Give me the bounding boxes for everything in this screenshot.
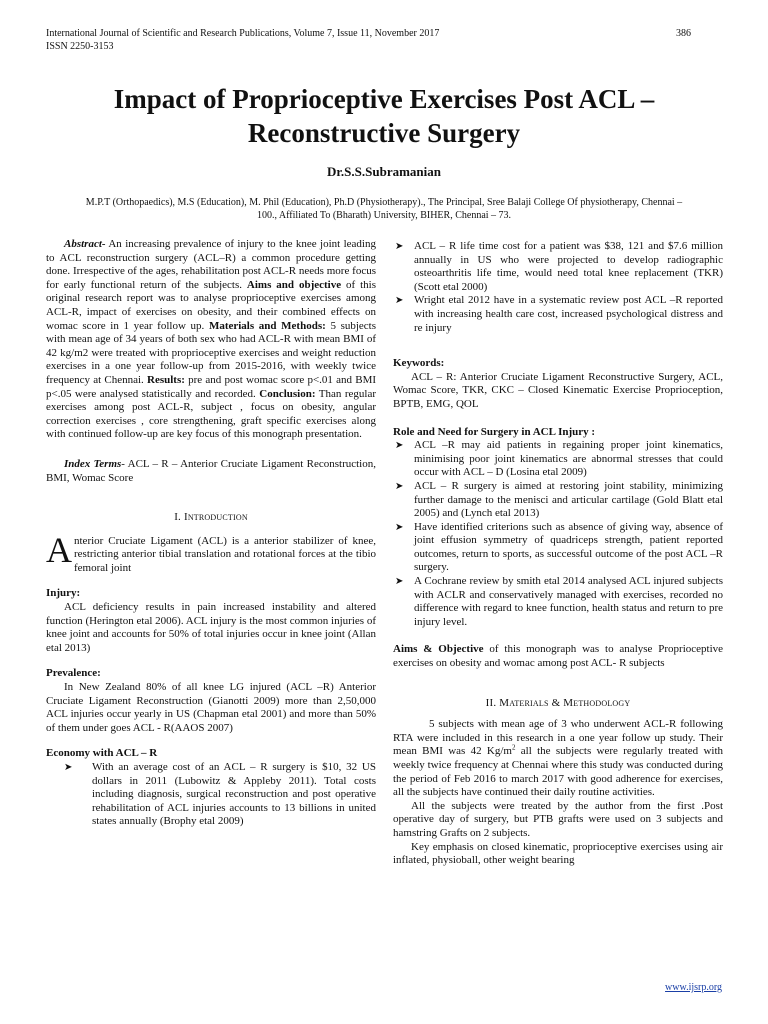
methods-paragraph-1	[393, 718, 723, 800]
aims-paragraph	[393, 643, 723, 670]
drop-cap: A	[46, 529, 72, 570]
index-terms-label: Index Terms	[64, 457, 122, 470]
author-name: Dr.S.S.Subramanian	[326, 164, 442, 179]
footer-link[interactable]: www.ijsrp.org	[665, 982, 722, 993]
list-item	[64, 761, 376, 829]
arrow-bullet-icon: ➤	[395, 576, 404, 588]
abstract-results-label: Results:	[147, 373, 185, 386]
keywords-heading: Keywords:	[393, 357, 445, 370]
section-heading-methodology	[393, 697, 723, 711]
economy-list	[46, 761, 376, 829]
prevalence-heading: Prevalence:	[46, 667, 101, 680]
list-item	[395, 240, 723, 294]
author-affiliation	[40, 196, 728, 222]
list-item	[395, 294, 723, 335]
intro-text: nterior Cruciate Ligament (ACL) is a anterior stabilizer of knee, restricting anterior tibial translation and rotational forces at the tibio femoral joint	[74, 534, 376, 574]
affiliation-line-2: 100., Affiliated To (Bharath) University, BIHER, Chennai – 73.	[256, 210, 512, 221]
section-title: Materials & Methodology	[499, 696, 631, 709]
list-item	[395, 479, 723, 521]
list-item	[395, 439, 723, 480]
section-numeral: II.	[485, 696, 497, 709]
arrow-bullet-icon: ➤	[395, 480, 404, 492]
section-title: Introduction	[183, 511, 248, 524]
left-column	[46, 238, 376, 829]
prevalence-text: In New Zealand 80% of all knee LG injured (ACL –R) Anterior Cruciate Ligament Reconstruction (Gianotti 2009) more than 2,50,000 ACL injuries occur yearly in US (Chapman etal 2001) and more than 50% of them under goes ACL - R(AAOS 2007)	[46, 681, 376, 734]
economy-list-continued	[393, 240, 723, 335]
paper-title	[46, 82, 722, 150]
arrow-bullet-icon: ➤	[395, 440, 404, 452]
abstract-text-5: Than regular exercises among post ACL-R, subject , focus on obesity, angular correction exercises , core strengthening, graft specific exercises along with continued follow-up are key focus of this monograph presentation.	[46, 387, 377, 441]
list-item-text: ACL – R surgery is aimed at restoring joint stability, minimizing further damage to the menisci and articular cartilage (Gold Blatt etal 2005) and (Lynch etal 2013)	[414, 479, 723, 520]
journal-name: International Journal of Scientific and Research Publications, Volume 7, Issue 11, November 2017	[46, 28, 440, 39]
list-item-text: ACL –R may aid patients in regaining proper joint kinematics, minimising poor joint kinematics are abnormal stresses that could occur with ACL – D (Losina etal 2009)	[414, 439, 723, 479]
section-numeral: I.	[174, 511, 182, 524]
right-column	[393, 240, 723, 868]
abstract	[46, 238, 376, 442]
methods-text-1b: all the subjects were regularly treated with weekly twice frequency at Chennai where this study was conducted during the period of Feb 2016 to march 2017 with good adherence for exercises, all the subjects have continued their daily routine activities.	[393, 745, 724, 799]
economy-heading: Economy with ACL – R	[46, 747, 158, 760]
abstract-text-2: of this original research report was to analyse proprioceptive exercises among ACL-R, impact of exercises on obesity, and their combined effects on womac score in 1 year follow up.	[46, 278, 376, 332]
abstract-label: Abstract-	[64, 238, 106, 250]
injury-text: ACL deficiency results in pain increased instability and altered function (Herington etal 2006). ACL injury is the most common injuries of knee joint and accounts for 50% of total injuries occur in knee joint (Allan etal 2013)	[46, 601, 376, 654]
arrow-bullet-icon: ➤	[64, 762, 73, 773]
list-item-text: A Cochrane review by smith etal 2014 analysed ACL injured subjects with ACLR and conservatively managed with exercises, recorded no difference with regard to knee function, health status and return to pre injury level.	[414, 575, 723, 628]
list-item-text: Wright etal 2012 have in a systematic review post ACL –R reported with increasing health care cost, increased psychological distress and re injury	[414, 294, 723, 334]
abstract-aims-label: Aims and objective	[246, 278, 342, 291]
page-number: 386	[676, 28, 691, 39]
arrow-bullet-icon: ➤	[395, 241, 404, 252]
affiliation-line-1: M.P.T (Orthopaedics), M.S (Education), M. Phil (Education), Ph.D (Physiotherapy)., The Principal, Sree Balaji College Of physiotherapy, Chennai –	[85, 197, 683, 208]
issn: ISSN 2250-3153	[46, 40, 114, 52]
aims-text: of this monograph was to analyse Proprioceptive exercises on obesity and womac among post ACL- R subjects	[393, 643, 724, 670]
methods-paragraph-2: All the subjects were treated by the author from the first .Post operative day of surgery, but PTB grafts were used on 3 subjects and hamstring Grafts on 2 subjects.	[393, 799, 723, 839]
title-line-1: Impact of Proprioceptive Exercises Post ACL –	[113, 84, 655, 114]
arrow-bullet-icon: ➤	[395, 295, 404, 307]
list-item	[395, 520, 723, 575]
abstract-text-4: pre and post womac score p<.01 and BMI p<.05 were analysed statistically and recorded.	[46, 373, 377, 400]
title-line-2: Reconstructive Surgery	[247, 118, 521, 148]
section-heading-introduction	[46, 511, 376, 525]
index-terms	[46, 458, 376, 485]
arrow-bullet-icon: ➤	[395, 521, 404, 533]
methods-paragraph-3: Key emphasis on closed kinematic, proprioceptive exercises using air inflated, physioball, other weight bearing	[393, 840, 723, 867]
list-item-text: With an average cost of an ACL – R surgery is $10, 32 US dollars in 2011 (Lubowitz & Appleby 2011). Total costs including diagnosis, surgical reconstruction and post operative rehabilitation of ACL injuries accounts to 13 billions in united states annually (Brophy etal 2009)	[92, 761, 376, 828]
keywords-text: ACL – R: Anterior Cruciate Ligament Reconstructive Surgery, ACL, Womac Score, TKR, CKC – Closed Kinematic Exercise Proprioception, BPTB, EMG, QOL	[393, 370, 723, 410]
abstract-methods-label: Materials and Methods:	[208, 319, 326, 332]
index-terms-text: - ACL – R – Anterior Cruciate Ligament Reconstruction, BMI, Womac Score	[46, 457, 376, 484]
aims-label: Aims & Objective	[393, 643, 484, 656]
abstract-conclusion-label: Conclusion:	[259, 387, 316, 400]
methods-text-1a: 5 subjects with mean age of 3 who underwent ACL-R following RTA were included in this research in a one year follow up study. Their mean BMI was 42 Kg/m	[393, 718, 723, 758]
list-item-text: Have identified criterions such as absence of giving way, absence of joint effusion symmetry of quadriceps strength, patient reported outcomes, return to sports, as successful outcome of the post ACL –R surgery.	[414, 520, 723, 574]
role-heading: Role and Need for Surgery in ACL Injury :	[393, 425, 596, 438]
superscript: 2	[511, 743, 516, 752]
list-item-text: ACL – R life time cost for a patient was $38, 121 and $7.6 million annually in US who were projected to develop radiographic osteoarthritis life time, would need total knee replacement (TKR) (Scott etal 2000)	[414, 240, 723, 293]
list-item	[395, 575, 723, 629]
abstract-text-3: 5 subjects with mean age of 34 years of both sex who had ACL-R with mean BMI of 42 kg/m2 were treated with proprioceptive exercises and weight reduction exercises in a one year follow-up from 2015-2016, with weekly twice frequency at Chennai.	[46, 319, 377, 386]
role-list	[393, 439, 723, 629]
running-header	[46, 28, 439, 53]
injury-heading: Injury:	[46, 587, 81, 600]
abstract-text-1: An increasing prevalence of injury to the knee joint leading to ACL reconstruction surgery (ACL–R) a common procedure getting done. Irrespective of the ages, rehabilitation post ACL-R needs more focus for early functional return of the subjects.	[46, 238, 376, 291]
intro-paragraph	[46, 529, 376, 576]
